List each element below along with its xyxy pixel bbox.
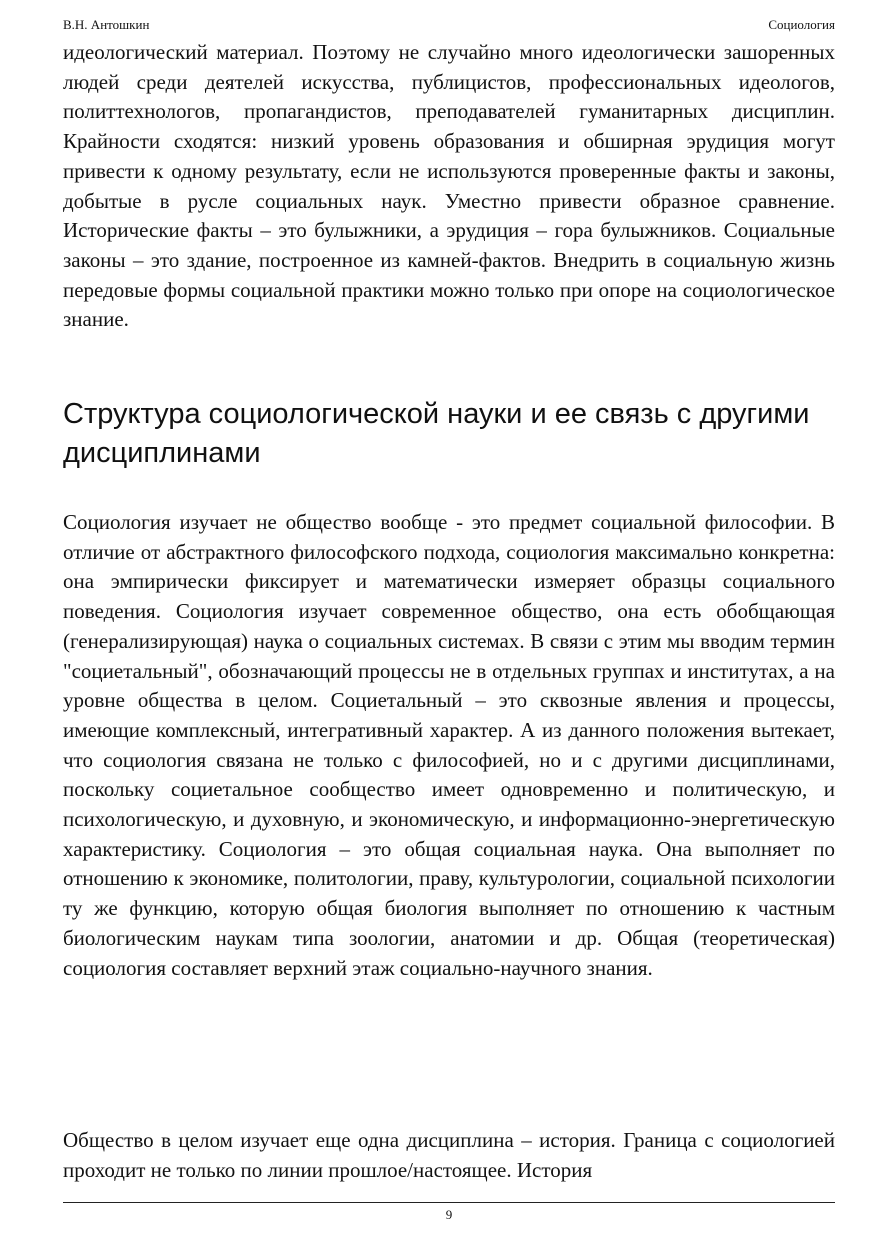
body-paragraph-continued: идеологический материал. Поэтому не случайно много идеологически зашоренных людей среди деятелей искусства, публицистов, профессиональных идеологов, политтехнологов, пропагандистов, преподавателей гуманитарных дисциплин. Крайности сходятся: низкий уровень образования и обширная эрудиция могут привести к одному результату, если не используются проверенные факты и законы, добытые в русле социальных наук. Уместно привести образное сравнение. Исторические факты – это булыжники, а эрудиция – гора булыжников. Социальные законы – это здание, построенное из камней-фактов. Внедрить в социальную жизнь передовые формы социальной практики можно только при опоре на социологическое знание. (63, 40, 835, 332)
body-paragraph-sociology: Социология изучает не общество вообще - это предмет социальной философии. В отличие от абстрактного философского подхода, социология максимально конкретна: она эмпирически фиксирует и математически измеряет образцы социального поведения. Социология изучает современное общество, она есть обобщающая (генерализирующая) наука о социальных системах. В связи с этим мы вводим термин "социетальный", обозначающий процессы не в отдельных группах и институтах, а на уровне общества в целом. Социетальный – это сквозные явления и процессы, имеющие комплексный, интегративный характер. А из данного положения вытекает, что социология связана не только с философией, но и с другими дисциплинами, поскольку социетальное сообщество имеет одновременно и политическую, и психологическую, и духовную, и экономическую, и информационно-энергетическую характеристику. Социология – это общая социальная наука. Она выполняет по отношению к экономике, политологии, праву, культурологии, социальной психологии ту же функцию, которую общая биология выполняет по отношению к частным биологическим наукам типа зоологии, анатомии и др. Общая (теоретическая) социология составляет верхний этаж социально-научного знания. (63, 510, 835, 980)
header-author: В.Н. Антошкин (63, 17, 150, 32)
body-paragraph-history: Общество в целом изучает еще одна дисциплина – история. Граница с социологией проходит не только по линии прошлое/настоящее. История (63, 1128, 835, 1182)
footer-divider (63, 1202, 835, 1203)
page-number: 9 (445, 1207, 453, 1222)
header-title: Социология (768, 17, 835, 32)
section-heading: Структура социологической науки и ее связь с другими дисциплинами (63, 398, 810, 469)
running-header (63, 15, 835, 35)
